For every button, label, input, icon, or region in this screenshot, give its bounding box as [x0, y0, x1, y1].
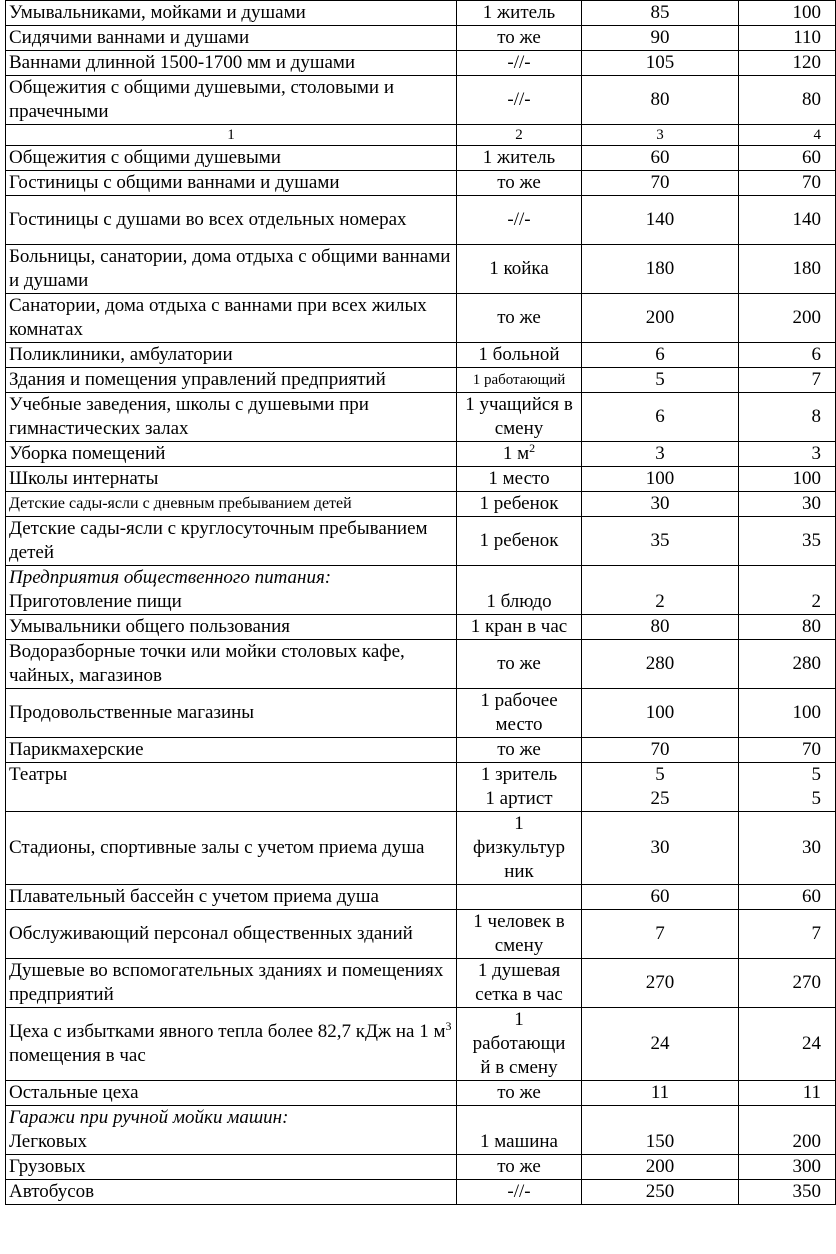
table-row — [6, 959, 836, 1008]
row-unit: 1 учащийся в смену — [457, 393, 582, 442]
row-name: Парикмахерские — [6, 738, 457, 763]
row-name-text: Легковых — [9, 1131, 87, 1152]
row-unit: 1 работающий — [457, 368, 582, 393]
table-row — [6, 393, 836, 442]
table-row — [6, 1155, 836, 1180]
row-name-text: Цеха с избытками явного тепла более 82,7 кДж на 1 м — [9, 1021, 446, 1042]
row-unit: то же — [457, 738, 582, 763]
row-name: Школы интернаты — [6, 467, 457, 492]
table-row — [6, 1180, 836, 1205]
row-name: Детские сады-ясли с круглосуточным пребыванием детей — [6, 517, 457, 566]
row-name-text: помещения в час — [9, 1045, 146, 1066]
section-heading: Предприятия общественного питания: — [9, 567, 332, 588]
row-value-2: 80 — [739, 76, 836, 125]
row-value-1: 35 — [582, 517, 739, 566]
table-row-garages — [6, 1106, 836, 1155]
row-name — [6, 1008, 457, 1081]
row-name: Умывальниками, мойками и душами — [6, 1, 457, 26]
row-name: Обслуживающий персонал общественных зданий — [6, 910, 457, 959]
table-row — [6, 171, 836, 196]
row-unit: 1 ребенок — [457, 517, 582, 566]
row-name: Театры — [6, 763, 457, 812]
table-row-theatres — [6, 763, 836, 812]
row-value-1: 180 — [582, 245, 739, 294]
table-row — [6, 26, 836, 51]
row-unit: 1 место — [457, 467, 582, 492]
table-row — [6, 517, 836, 566]
row-value-1: 6 — [582, 393, 739, 442]
row-value-2: 70 — [739, 738, 836, 763]
row-value-1: 80 — [582, 76, 739, 125]
section-heading: Гаражи при ручной мойки машин: — [9, 1107, 289, 1128]
row-value-2: 11 — [739, 1081, 836, 1106]
row-value-1: 140 — [582, 196, 739, 245]
row-unit: 1 кран в час — [457, 615, 582, 640]
row-name: Гостиницы с общими ваннами и душами — [6, 171, 457, 196]
row-value-1: 280 — [582, 640, 739, 689]
row-value-1: 5 — [582, 368, 739, 393]
table-row — [6, 738, 836, 763]
unit-superscript: 2 — [529, 441, 536, 455]
table-row — [6, 1, 836, 26]
column-number: 1 — [6, 125, 457, 146]
row-name: Умывальники общего пользования — [6, 615, 457, 640]
value-line: 5 — [811, 764, 821, 785]
table-row — [6, 343, 836, 368]
table-row — [6, 51, 836, 76]
row-value-2: 3 — [739, 442, 836, 467]
row-value-1: 30 — [582, 812, 739, 885]
row-value-1: 6 — [582, 343, 739, 368]
row-unit — [457, 1008, 582, 1081]
row-name: Остальные цеха — [6, 1081, 457, 1106]
row-value-2: 110 — [739, 26, 836, 51]
row-unit: то же — [457, 171, 582, 196]
name-superscript: 3 — [445, 1019, 452, 1033]
table-row — [6, 615, 836, 640]
row-value-2: 180 — [739, 245, 836, 294]
row-value-2 — [739, 763, 836, 812]
row-unit: 1 блюдо — [457, 566, 582, 615]
row-value-2: 24 — [739, 1008, 836, 1081]
row-value-2: 6 — [739, 343, 836, 368]
column-number: 2 — [457, 125, 582, 146]
value-line: 25 — [650, 788, 670, 809]
row-value-2: 35 — [739, 517, 836, 566]
row-name: Учебные заведения, школы с душевыми при гимнастических залах — [6, 393, 457, 442]
unit-line: 1 артист — [485, 788, 553, 809]
table-row — [6, 640, 836, 689]
unit-line: 1 — [514, 813, 524, 834]
row-name: Здания и помещения управлений предприятий — [6, 368, 457, 393]
row-unit: то же — [457, 294, 582, 343]
row-name: Уборка помещений — [6, 442, 457, 467]
row-value-1: 3 — [582, 442, 739, 467]
column-number: 4 — [739, 125, 836, 146]
row-value-2: 280 — [739, 640, 836, 689]
row-value-2: 100 — [739, 1, 836, 26]
row-value-2: 100 — [739, 689, 836, 738]
table-row — [6, 492, 836, 517]
unit-line: физкультур — [472, 837, 566, 858]
row-unit — [457, 885, 582, 910]
unit-text: 1 м — [502, 443, 530, 464]
row-name: Поликлиники, амбулатории — [6, 343, 457, 368]
row-name: Общежития с общими душевыми — [6, 146, 457, 171]
row-value-1: 2 — [582, 566, 739, 615]
row-name: Грузовых — [6, 1155, 457, 1180]
row-value-1: 85 — [582, 1, 739, 26]
unit-line: работающи — [472, 1033, 566, 1054]
table-row — [6, 245, 836, 294]
row-name — [6, 1106, 457, 1155]
row-value-2: 200 — [739, 1106, 836, 1155]
table-row — [6, 76, 836, 125]
row-value-1: 30 — [582, 492, 739, 517]
row-value-2: 350 — [739, 1180, 836, 1205]
row-value-2: 120 — [739, 51, 836, 76]
row-value-2: 300 — [739, 1155, 836, 1180]
row-value-2: 60 — [739, 146, 836, 171]
row-value-1: 7 — [582, 910, 739, 959]
table-row — [6, 910, 836, 959]
row-value-2: 140 — [739, 196, 836, 245]
row-value-1: 70 — [582, 171, 739, 196]
table-row — [6, 689, 836, 738]
row-name: Автобусов — [6, 1180, 457, 1205]
row-value-2: 7 — [739, 910, 836, 959]
table-row — [6, 442, 836, 467]
row-unit: 1 больной — [457, 343, 582, 368]
row-name: Гостиницы с душами во всех отдельных номерах — [6, 196, 457, 245]
row-value-1: 100 — [582, 689, 739, 738]
row-name: Стадионы, спортивные залы с учетом приема душа — [6, 812, 457, 885]
unit-line: 1 — [514, 1009, 524, 1030]
row-value-2: 60 — [739, 885, 836, 910]
value-line: 5 — [811, 788, 821, 809]
row-name: Душевые во вспомогательных зданиях и помещениях предприятий — [6, 959, 457, 1008]
row-unit: 1 койка — [457, 245, 582, 294]
row-value-2: 70 — [739, 171, 836, 196]
row-unit: 1 душевая сетка в час — [457, 959, 582, 1008]
row-unit: то же — [457, 640, 582, 689]
column-number: 3 — [582, 125, 739, 146]
row-unit: 1 машина — [457, 1106, 582, 1155]
row-value-2: 80 — [739, 615, 836, 640]
water-consumption-table — [5, 0, 836, 1205]
row-name: Общежития с общими душевыми, столовыми и прачечными — [6, 76, 457, 125]
unit-line: ник — [504, 861, 534, 882]
row-name-text: Приготовление пищи — [9, 591, 182, 612]
row-name: Продовольственные магазины — [6, 689, 457, 738]
row-name: Водоразборные точки или мойки столовых кафе, чайных, магазинов — [6, 640, 457, 689]
row-unit: -//- — [457, 1180, 582, 1205]
value-line: 5 — [655, 764, 665, 785]
row-value-1: 250 — [582, 1180, 739, 1205]
row-value-1: 100 — [582, 467, 739, 492]
table-row — [6, 467, 836, 492]
row-unit: -//- — [457, 196, 582, 245]
row-value-2: 7 — [739, 368, 836, 393]
table-row — [6, 812, 836, 885]
row-unit — [457, 442, 582, 467]
row-value-1: 11 — [582, 1081, 739, 1106]
row-value-1: 24 — [582, 1008, 739, 1081]
row-value-2: 270 — [739, 959, 836, 1008]
row-unit — [457, 763, 582, 812]
row-unit: то же — [457, 26, 582, 51]
row-unit: то же — [457, 1081, 582, 1106]
row-unit: 1 ребенок — [457, 492, 582, 517]
row-name — [6, 566, 457, 615]
row-name: Детские сады-ясли с дневным пребыванием детей — [6, 492, 457, 517]
row-unit — [457, 812, 582, 885]
row-value-1: 200 — [582, 1155, 739, 1180]
row-unit: -//- — [457, 76, 582, 125]
table-row — [6, 196, 836, 245]
table-row — [6, 146, 836, 171]
unit-line: й в смену — [480, 1057, 558, 1078]
table-row-catering — [6, 566, 836, 615]
row-name: Ваннами длинной 1500-1700 мм и душами — [6, 51, 457, 76]
row-value-1: 200 — [582, 294, 739, 343]
row-name: Санатории, дома отдыха с ваннами при всех жилых комнатах — [6, 294, 457, 343]
row-name: Сидячими ваннами и душами — [6, 26, 457, 51]
row-value-2: 2 — [739, 566, 836, 615]
row-unit: 1 житель — [457, 146, 582, 171]
unit-line: 1 зритель — [480, 764, 558, 785]
column-number-row — [6, 125, 836, 146]
row-value-1: 60 — [582, 885, 739, 910]
row-value-2: 30 — [739, 812, 836, 885]
row-name: Больницы, санатории, дома отдыха с общими ваннами и душами — [6, 245, 457, 294]
table-row-workshop — [6, 1008, 836, 1081]
table-row — [6, 1081, 836, 1106]
row-value-1: 70 — [582, 738, 739, 763]
row-value-1: 90 — [582, 26, 739, 51]
table-row — [6, 885, 836, 910]
row-value-1: 270 — [582, 959, 739, 1008]
row-value-1: 105 — [582, 51, 739, 76]
table-row — [6, 368, 836, 393]
row-unit: 1 рабочее место — [457, 689, 582, 738]
row-name: Плавательный бассейн с учетом приема душа — [6, 885, 457, 910]
row-unit: 1 житель — [457, 1, 582, 26]
row-value-2: 8 — [739, 393, 836, 442]
row-value-1 — [582, 763, 739, 812]
row-value-2: 100 — [739, 467, 836, 492]
row-value-1: 150 — [582, 1106, 739, 1155]
table-row — [6, 294, 836, 343]
row-value-1: 80 — [582, 615, 739, 640]
row-unit: то же — [457, 1155, 582, 1180]
row-unit: -//- — [457, 51, 582, 76]
row-unit: 1 человек в смену — [457, 910, 582, 959]
row-value-2: 30 — [739, 492, 836, 517]
row-value-2: 200 — [739, 294, 836, 343]
row-value-1: 60 — [582, 146, 739, 171]
